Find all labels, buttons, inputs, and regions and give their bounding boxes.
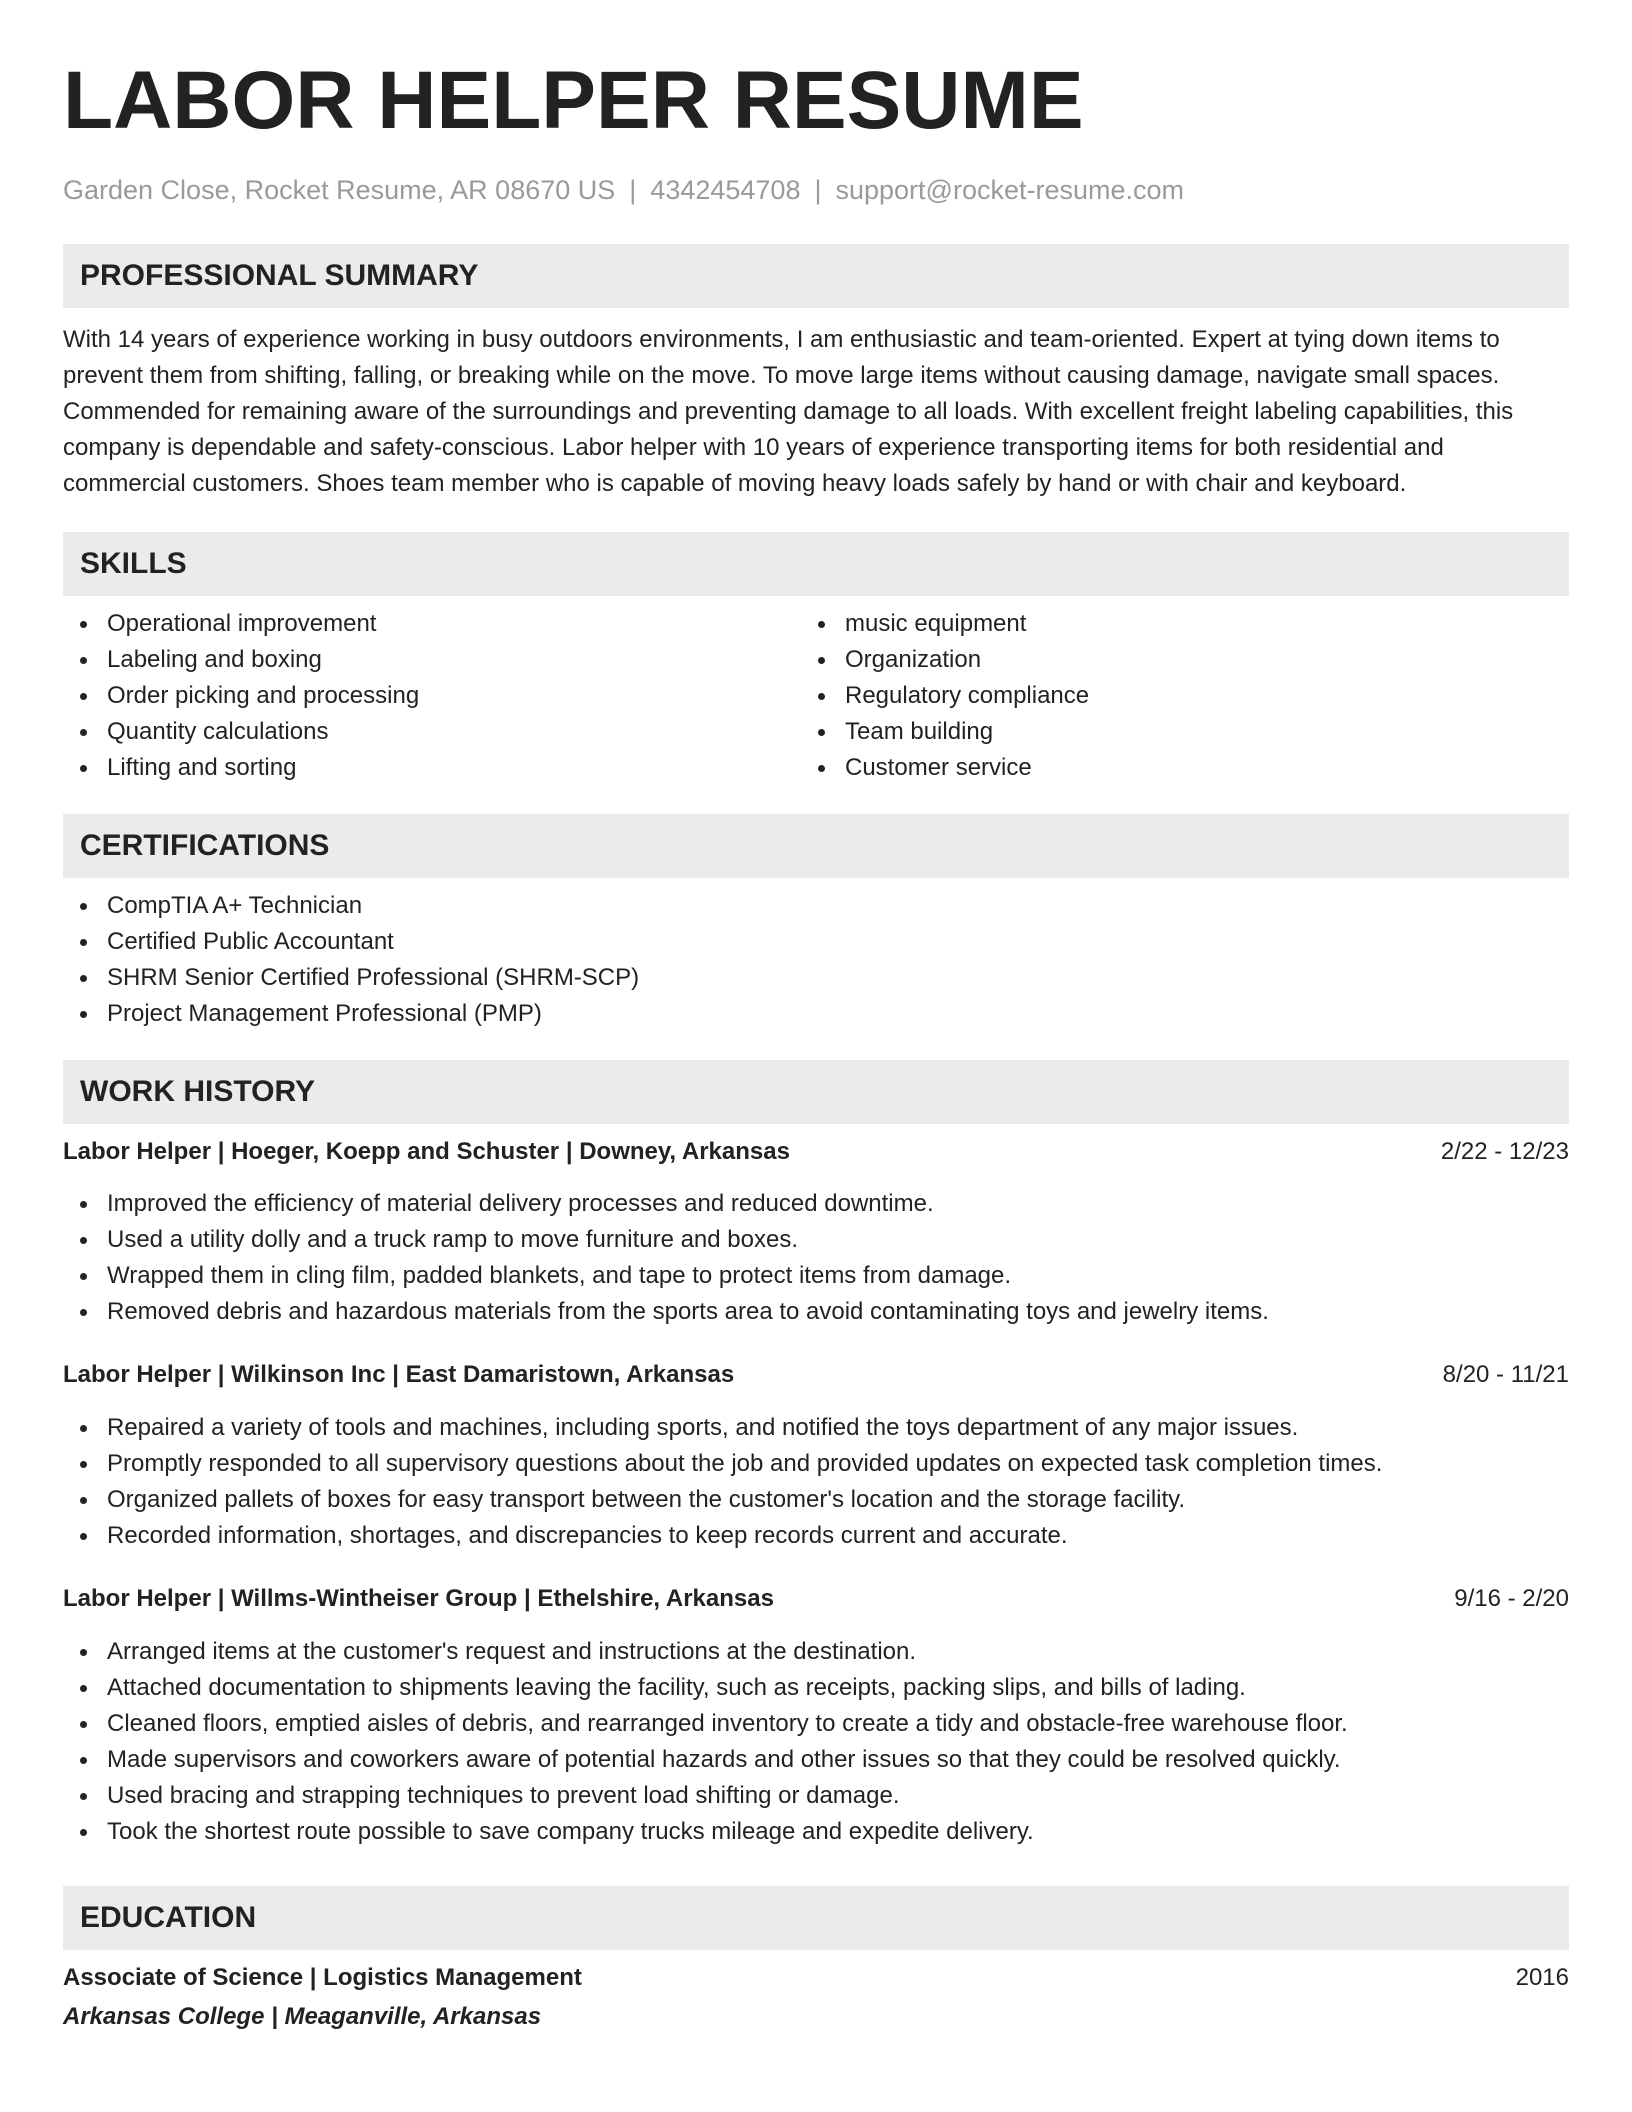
job-bullets — [63, 1634, 1569, 1850]
job-dates: 8/20 - 11/21 — [1442, 1361, 1569, 1389]
contact-email[interactable]: support@rocket-resume.com — [835, 175, 1185, 205]
skills-list — [63, 606, 1569, 786]
job-bullet: Made supervisors and coworkers aware of potential hazards and other issues so that they could be resolved quickly. — [63, 1742, 1569, 1778]
section-header-education: EDUCATION — [63, 1886, 1569, 1950]
resume-title: LABOR HELPER RESUME — [63, 55, 1084, 146]
skill-item: Quantity calculations — [63, 714, 801, 750]
job-dates: 2/22 - 12/23 — [1440, 1138, 1569, 1166]
job-entry — [63, 1581, 1569, 1850]
education-year: 2016 — [1515, 1964, 1569, 1992]
skill-item: music equipment — [801, 606, 1539, 642]
job-bullet: Improved the efficiency of material delivery processes and reduced downtime. — [63, 1186, 1569, 1222]
education-header — [63, 1960, 1569, 1996]
job-title: Labor Helper | Hoeger, Koepp and Schuster | Downey, Arkansas — [63, 1138, 790, 1166]
contact-address: Garden Close, Rocket Resume, AR 08670 US — [63, 175, 616, 205]
education-entry — [63, 1960, 1569, 2035]
job-entry — [63, 1357, 1569, 1554]
skill-item: Regulatory compliance — [801, 678, 1539, 714]
job-bullet: Cleaned floors, emptied aisles of debris, and rearranged inventory to create a tidy and obstacle-free warehouse floor. — [63, 1706, 1569, 1742]
job-bullet: Used bracing and strapping techniques to prevent load shifting or damage. — [63, 1778, 1569, 1814]
job-header — [63, 1134, 1569, 1170]
contact-separator: | — [814, 175, 822, 205]
job-bullet: Removed debris and hazardous materials from the sports area to avoid contaminating toys and jewelry items. — [63, 1294, 1569, 1330]
skill-item: Order picking and processing — [63, 678, 801, 714]
job-bullet: Promptly responded to all supervisory questions about the job and provided updates on expected task completion times. — [63, 1446, 1569, 1482]
job-bullet: Organized pallets of boxes for easy transport between the customer's location and the storage facility. — [63, 1482, 1569, 1518]
skill-item: Operational improvement — [63, 606, 801, 642]
job-bullet: Recorded information, shortages, and discrepancies to keep records current and accurate. — [63, 1518, 1569, 1554]
job-bullet: Wrapped them in cling film, padded blankets, and tape to protect items from damage. — [63, 1258, 1569, 1294]
section-header-summary: PROFESSIONAL SUMMARY — [63, 244, 1569, 308]
contact-phone: 4342454708 — [650, 175, 801, 205]
job-title: Labor Helper | Willms-Wintheiser Group | Ethelshire, Arkansas — [63, 1585, 774, 1613]
job-dates: 9/16 - 2/20 — [1454, 1585, 1569, 1613]
section-header-work-history: WORK HISTORY — [63, 1060, 1569, 1124]
skill-item: Lifting and sorting — [63, 750, 801, 786]
skill-item: Organization — [801, 642, 1539, 678]
job-header — [63, 1581, 1569, 1617]
education-school: Arkansas College | Meaganville, Arkansas — [63, 2003, 542, 2031]
job-title: Labor Helper | Wilkinson Inc | East Damaristown, Arkansas — [63, 1361, 735, 1389]
skill-item: Labeling and boxing — [63, 642, 801, 678]
certification-item: CompTIA A+ Technician — [63, 888, 1569, 924]
job-bullet: Arranged items at the customer's request and instructions at the destination. — [63, 1634, 1569, 1670]
job-bullet: Repaired a variety of tools and machines, including sports, and notified the toys department of any major issues. — [63, 1410, 1569, 1446]
certification-item: Certified Public Accountant — [63, 924, 1569, 960]
job-bullets — [63, 1410, 1569, 1554]
skills-column-left — [63, 606, 801, 786]
certification-item: Project Management Professional (PMP) — [63, 996, 1569, 1032]
skills-column-right — [801, 606, 1539, 786]
section-header-skills: SKILLS — [63, 532, 1569, 596]
certifications-list — [63, 888, 1569, 1032]
certification-item: SHRM Senior Certified Professional (SHRM-SCP) — [63, 960, 1569, 996]
education-degree: Associate of Science | Logistics Management — [63, 1964, 582, 1992]
job-bullet: Attached documentation to shipments leaving the facility, such as receipts, packing slips, and bills of lading. — [63, 1670, 1569, 1706]
job-header — [63, 1357, 1569, 1393]
job-bullet: Used a utility dolly and a truck ramp to move furniture and boxes. — [63, 1222, 1569, 1258]
summary-text: With 14 years of experience working in busy outdoors environments, I am enthusiastic and team-oriented. Expert at tying down items to prevent them from shifting, falling, or breaking while on the move. To move large items without causing damage, navigate small spaces. Commended for remaining aware of the surroundings and preventing damage to all loads. With excellent freight labeling capabilities, this company is dependable and safety-conscious. Labor helper with 10 years of experience transporting items for both residential and commercial customers. Shoes team member who is capable of moving heavy loads safely by hand or with chair and keyboard. — [63, 326, 1514, 498]
section-header-certifications: CERTIFICATIONS — [63, 814, 1569, 878]
job-entry — [63, 1134, 1569, 1330]
contact-separator: | — [629, 175, 637, 205]
skill-item: Team building — [801, 714, 1539, 750]
job-bullets — [63, 1186, 1569, 1330]
job-bullet: Took the shortest route possible to save company trucks mileage and expedite delivery. — [63, 1814, 1569, 1850]
contact-line — [63, 174, 1569, 206]
skill-item: Customer service — [801, 750, 1539, 786]
